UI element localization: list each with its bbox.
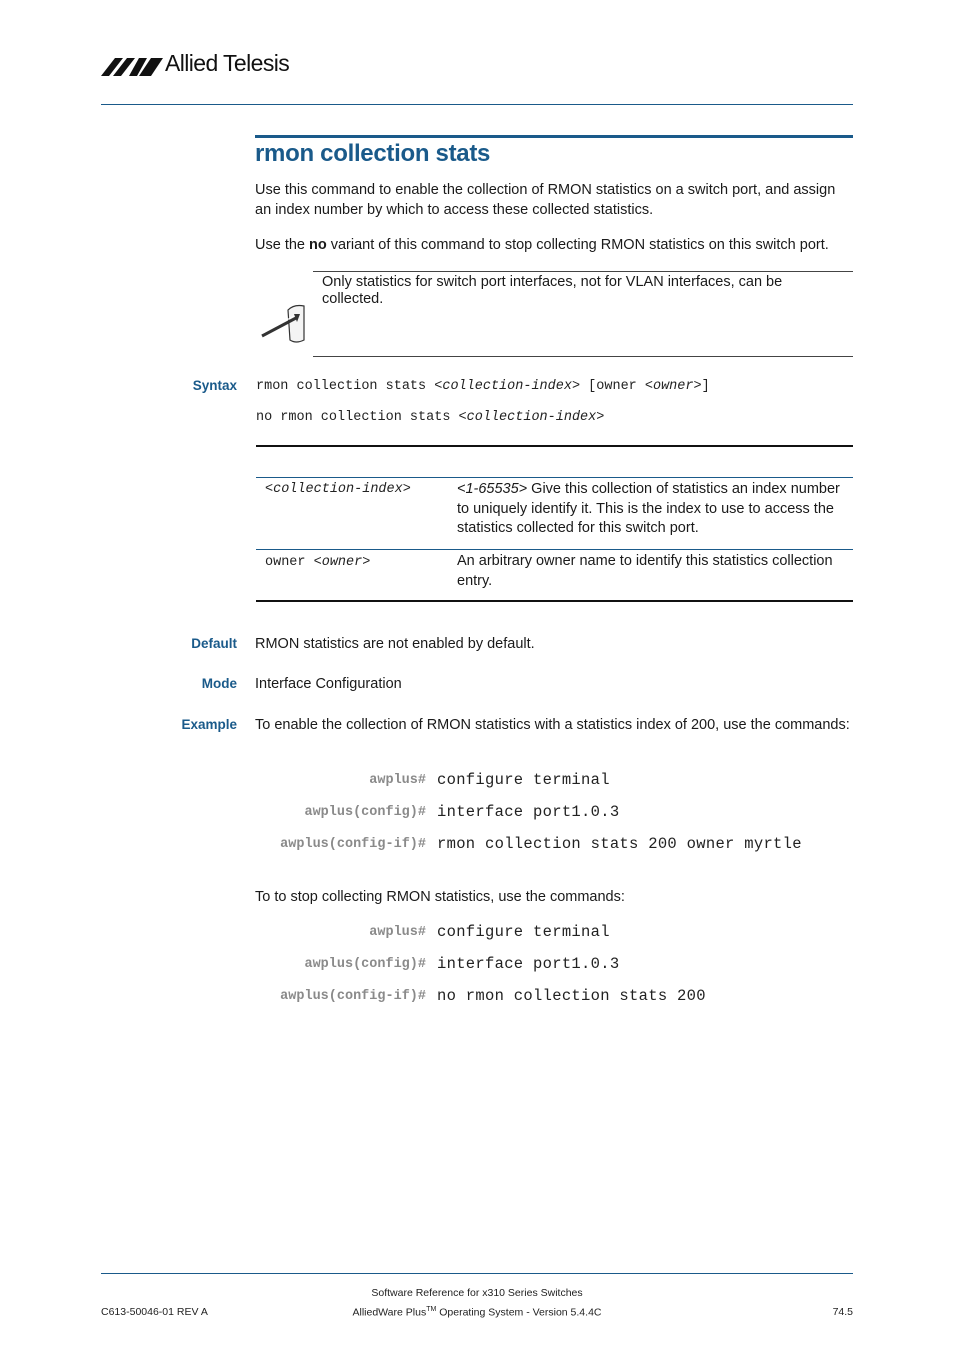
- footer-tm: TM: [426, 1306, 437, 1313]
- prompt-2-2: awplus(config)#: [304, 957, 426, 972]
- syntax-1c: > [owner <: [571, 379, 653, 394]
- syntax-1b: collection-index: [442, 379, 572, 394]
- command-1-1: configure terminal: [437, 771, 610, 789]
- prompt-1-2: awplus(config)#: [304, 805, 426, 820]
- footer-rule: [101, 1273, 853, 1274]
- syntax-line-2: [256, 410, 604, 425]
- param-row-2-name: [265, 555, 370, 570]
- syntax-2c: >: [596, 410, 605, 425]
- page-number: 74.5: [832, 1306, 853, 1318]
- syntax-label: Syntax: [192, 378, 237, 393]
- header-rule: [101, 104, 853, 105]
- syntax-2a: no rmon collection stats <: [256, 410, 467, 425]
- no-variant-suffix: variant of this command to stop collecting RMON statistics on this switch port.: [326, 237, 829, 253]
- no-variant-paragraph: [255, 235, 855, 255]
- page-title: rmon collection stats: [255, 140, 491, 167]
- param-row-2-desc: An arbitrary owner name to identify this statistics collection entry.: [457, 553, 833, 589]
- company-logo: [101, 50, 301, 80]
- intro-paragraph: Use this command to enable the collection of RMON statistics on a switch port, and assign an index number by which to access these collected statistics.: [255, 182, 836, 218]
- note-bottom-rule: [313, 356, 853, 357]
- param-2-b: owner: [321, 555, 363, 570]
- default-label: Default: [191, 636, 237, 651]
- prompt-1-1: awplus#: [369, 773, 426, 788]
- example-text-2: To to stop collecting RMON statistics, use the commands:: [255, 889, 625, 905]
- prompt-1-3: awplus(config-if)#: [280, 837, 426, 852]
- command-2-3: no rmon collection stats 200: [437, 987, 706, 1005]
- syntax-1a: rmon collection stats <: [256, 379, 443, 394]
- mode-label: Mode: [201, 676, 237, 691]
- command-2-2: interface port1.0.3: [437, 955, 620, 973]
- table-bottom-rule: [256, 600, 853, 602]
- prompt-2-1: awplus#: [369, 925, 426, 940]
- logo-text: Allied Telesis: [165, 50, 290, 76]
- logo-mark-icon: [101, 54, 165, 80]
- param-1-range: <1-65535>: [457, 481, 528, 497]
- param-1-a: <: [265, 482, 274, 497]
- param-2-c: >: [362, 555, 371, 570]
- footer-doc-id: C613-50046-01 REV A: [101, 1306, 208, 1318]
- note-pencil-icon: [260, 302, 308, 344]
- syntax-1d: owner: [652, 379, 694, 394]
- command-1-3: rmon collection stats 200 owner myrtle: [437, 835, 802, 853]
- param-2-a: owner <: [265, 555, 322, 570]
- command-1-2: interface port1.0.3: [437, 803, 620, 821]
- syntax-line-1: [256, 379, 710, 394]
- table-row-rule: [256, 549, 853, 550]
- example-text-1: To enable the collection of RMON statistics with a statistics index of 200, use the commands:: [255, 717, 850, 733]
- syntax-1e: >]: [693, 379, 710, 394]
- footer-product: AlliedWare Plus: [352, 1306, 427, 1319]
- note-text: Only statistics for switch port interfaces, not for VLAN interfaces, can be collected.: [322, 274, 783, 307]
- no-keyword: no: [309, 237, 327, 253]
- note-top-rule: [313, 271, 853, 272]
- table-top-rule: [256, 445, 853, 447]
- prompt-2-3: awplus(config-if)#: [280, 989, 426, 1004]
- param-row-1-name: [265, 482, 411, 497]
- syntax-2b: collection-index: [466, 410, 597, 425]
- footer-line-1: Software Reference for x310 Series Switches: [371, 1287, 583, 1299]
- param-1-c: >: [402, 482, 411, 497]
- param-1-text: Give this collection of statistics an index number to uniquely identify it. This is the index to use to access the statistics collected for this switch port.: [457, 481, 840, 536]
- command-2-1: configure terminal: [437, 923, 610, 941]
- param-1-b: collection-index: [273, 482, 403, 497]
- default-text: RMON statistics are not enabled by default.: [255, 636, 535, 652]
- mode-text: Interface Configuration: [255, 676, 402, 692]
- param-row-1-desc: [457, 480, 847, 539]
- title-rule: [255, 135, 853, 138]
- footer-version: Operating System - Version 5.4.4C: [436, 1306, 602, 1319]
- no-variant-prefix: Use the: [255, 237, 309, 253]
- example-label: Example: [181, 717, 237, 732]
- table-header-rule: [256, 477, 853, 478]
